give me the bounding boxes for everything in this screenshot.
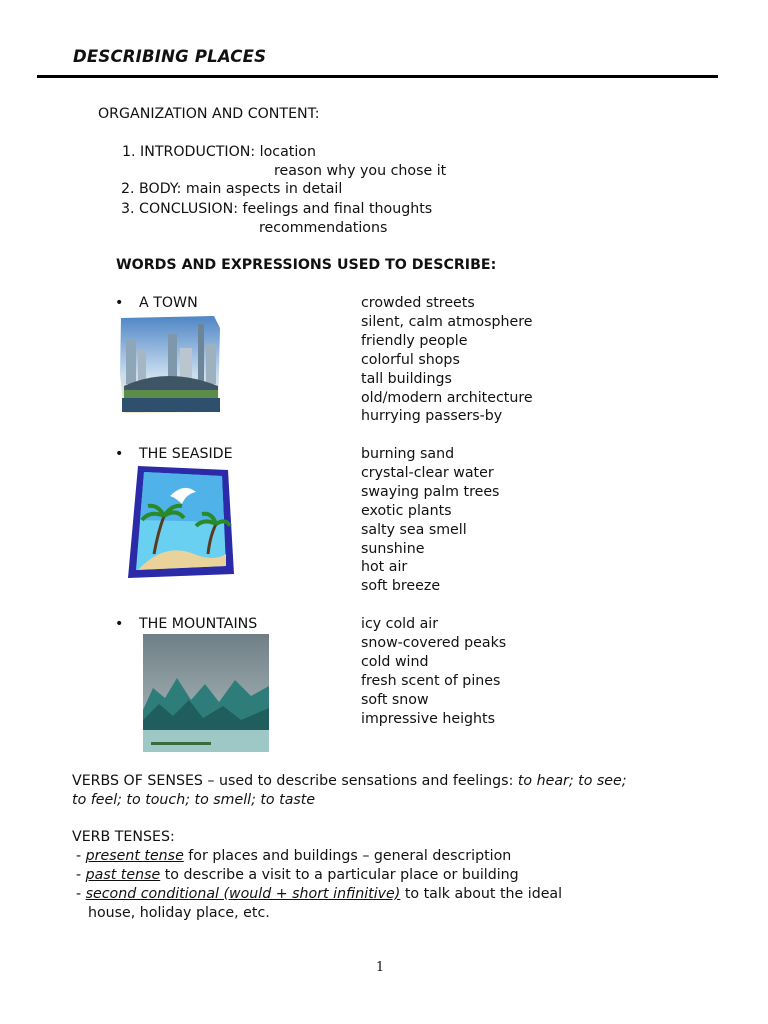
words-heading: WORDS AND EXPRESSIONS USED TO DESCRIBE: <box>116 257 497 273</box>
word-item: sunshine <box>361 540 425 557</box>
word-item: old/modern architecture <box>361 389 533 406</box>
word-item: hot air <box>361 559 408 576</box>
word-item: soft breeze <box>361 578 441 595</box>
word-item: swaying palm trees <box>361 483 500 500</box>
page-number: 1 <box>375 960 385 975</box>
senses-line-2 <box>72 791 315 810</box>
organization-item-introduction-extra: reason why you chose it <box>274 163 447 179</box>
senses-examples-2: to feel; to touch; to smell; to taste <box>72 792 316 808</box>
title-divider <box>37 75 718 78</box>
town-illustration <box>118 314 222 414</box>
organization-item-body: 2. BODY: main aspects in detail <box>121 181 343 197</box>
tense-description: to describe a visit to a particular place or building <box>160 867 519 883</box>
organization-heading: ORGANIZATION AND CONTENT: <box>98 106 320 122</box>
tense-item-conditional-continuation: house, holiday place, etc. <box>88 905 270 921</box>
tense-term: past tense <box>85 867 161 883</box>
tense-item-present: - present tense for places and buildings – general description <box>76 848 512 864</box>
seaside-illustration <box>124 462 236 582</box>
seaside-words <box>361 445 499 596</box>
mountains-words <box>361 615 506 728</box>
word-item: icy cold air <box>361 616 439 632</box>
tense-term: second conditional (would + short infinitive) <box>85 886 401 902</box>
page-title: DESCRIBING PLACES <box>73 47 267 66</box>
word-item: colorful shops <box>361 351 460 368</box>
senses-text: VERBS OF SENSES – used to describe sensations and feelings: <box>72 773 518 789</box>
town-words <box>361 294 533 426</box>
word-item: tall buildings <box>361 370 452 387</box>
place-name-mountains: • THE MOUNTAINS <box>139 615 257 634</box>
tense-item-past: - past tense to describe a visit to a particular place or building <box>76 867 519 883</box>
word-item: salty sea smell <box>361 521 467 538</box>
place-name-town: • A TOWN <box>139 294 198 313</box>
tense-description: for places and buildings – general description <box>183 848 512 864</box>
word-item: crowded streets <box>361 295 475 311</box>
mountains-illustration <box>143 634 269 752</box>
tenses-heading: VERB TENSES: <box>72 829 175 845</box>
word-item: cold wind <box>361 653 429 670</box>
tense-description: to talk about the ideal <box>400 886 563 902</box>
organization-item-introduction: 1. INTRODUCTION: location <box>122 144 316 160</box>
place-name-seaside: • THE SEASIDE <box>139 445 233 464</box>
word-item: hurrying passers-by <box>361 408 503 425</box>
senses-line-1 <box>72 772 627 791</box>
word-item: exotic plants <box>361 502 452 519</box>
organization-item-conclusion-extra: recommendations <box>259 220 388 236</box>
word-item: impressive heights <box>361 710 495 727</box>
word-item: crystal-clear water <box>361 464 494 481</box>
word-item: snow-covered peaks <box>361 634 507 651</box>
word-item: silent, calm atmosphere <box>361 313 533 330</box>
organization-item-conclusion: 3. CONCLUSION: feelings and final thoughts <box>121 201 433 217</box>
word-item: fresh scent of pines <box>361 672 501 689</box>
word-item: soft snow <box>361 691 429 708</box>
word-item: friendly people <box>361 332 468 349</box>
tense-term: present tense <box>85 848 184 864</box>
word-item: burning sand <box>361 446 455 462</box>
tense-item-conditional: - second conditional (would + short infinitive) to talk about the ideal <box>76 886 563 902</box>
senses-examples-1: to hear; to see; <box>517 773 627 789</box>
